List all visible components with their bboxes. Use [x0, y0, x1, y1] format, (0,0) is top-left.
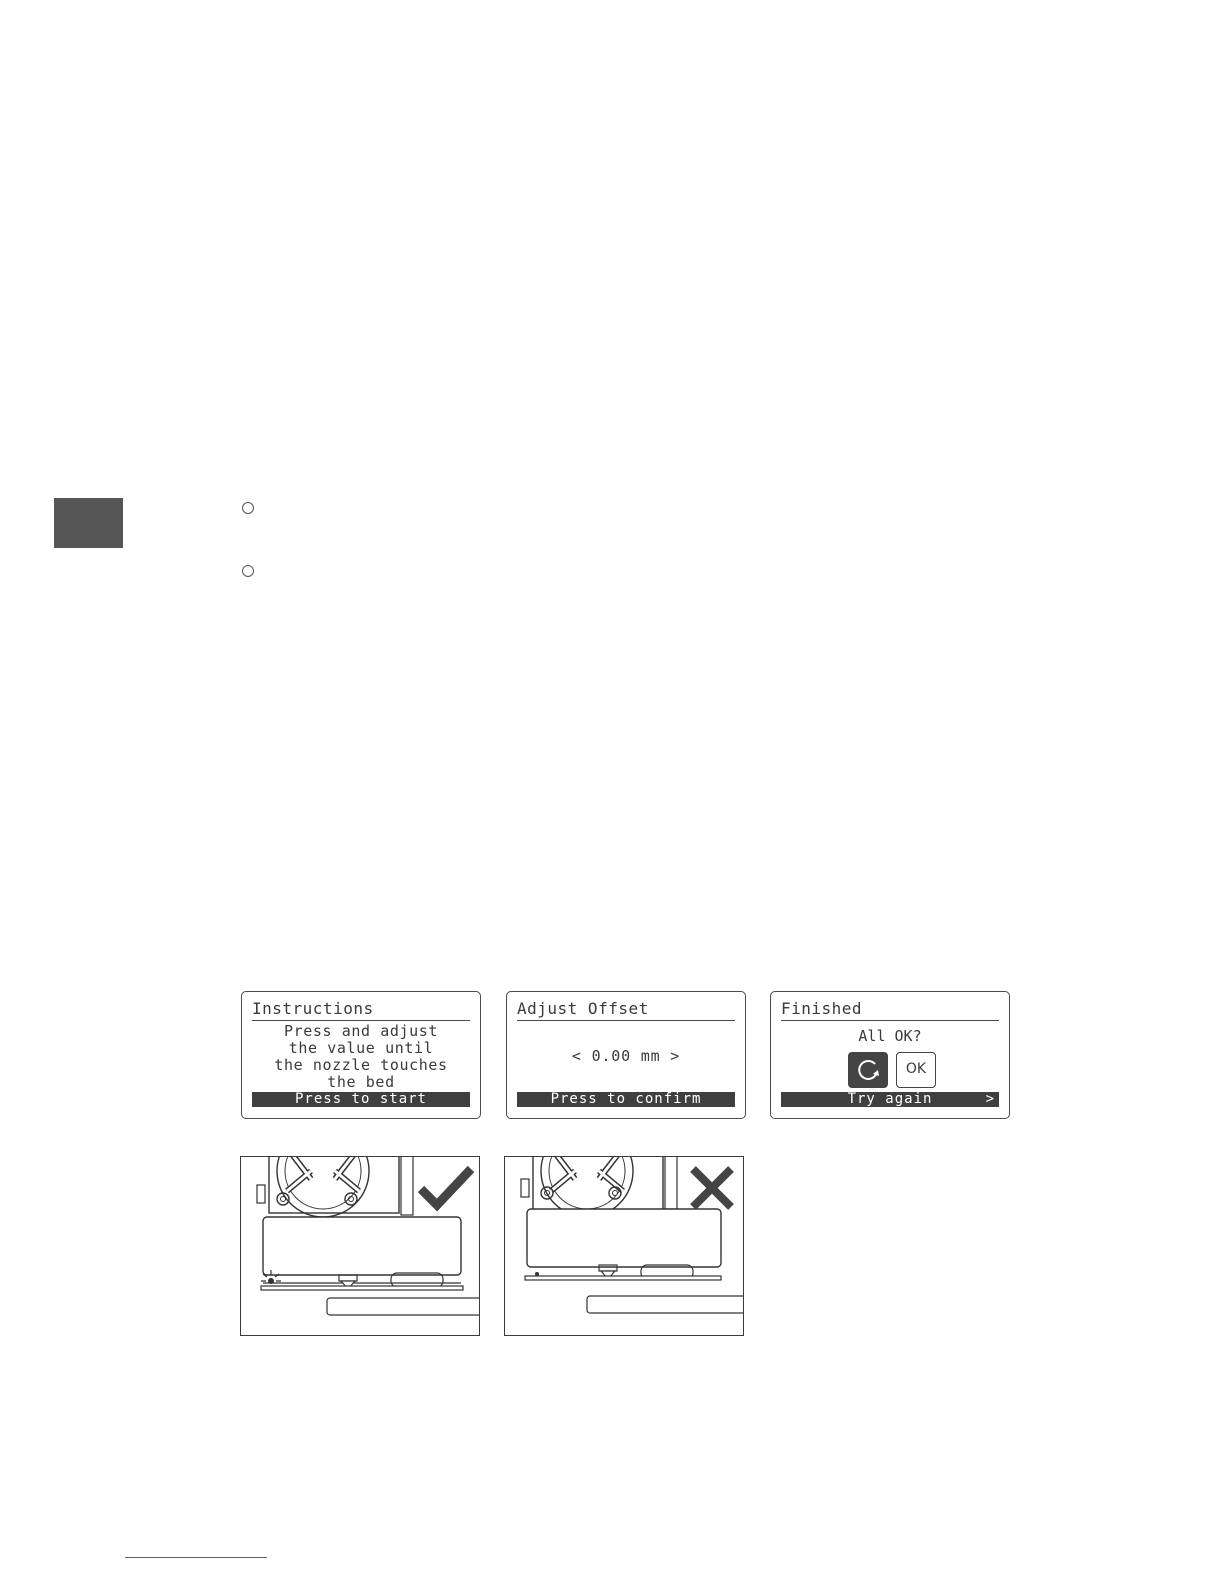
- nozzle-illustration-correct: [240, 1156, 480, 1336]
- try-again-label: Try again: [847, 1091, 933, 1107]
- ok-button[interactable]: OK: [896, 1052, 936, 1088]
- instruction-line: Press and adjust: [283, 1022, 439, 1040]
- instruction-line: the nozzle touches: [274, 1056, 448, 1074]
- screen-title: Finished: [781, 998, 999, 1021]
- printhead-drawing: [505, 1157, 744, 1336]
- check-icon: [421, 1169, 471, 1205]
- instruction-line: the bed: [327, 1073, 395, 1091]
- cross-icon: [693, 1169, 731, 1207]
- offset-value[interactable]: < 0.00 mm >: [571, 1047, 681, 1065]
- bullet-circle-1: [242, 502, 254, 514]
- printhead-drawing: [241, 1157, 480, 1336]
- side-tab: [54, 498, 123, 548]
- try-again-button[interactable]: [781, 1092, 999, 1107]
- nozzle-illustration-incorrect: [504, 1156, 744, 1336]
- press-to-confirm-button[interactable]: Press to confirm: [517, 1092, 735, 1107]
- footer-underline: [125, 1557, 267, 1558]
- instruction-line: the value until: [288, 1039, 434, 1057]
- chevron-right-icon: >: [985, 1091, 995, 1107]
- lcd-adjust-offset: [506, 991, 746, 1119]
- screen-title: Instructions: [252, 998, 470, 1021]
- lcd-finished: [770, 991, 1010, 1119]
- retry-button[interactable]: [848, 1052, 888, 1088]
- screen-title: Adjust Offset: [517, 998, 735, 1021]
- all-ok-question: All OK?: [858, 1027, 922, 1045]
- retry-icon: [848, 1052, 888, 1088]
- lcd-instructions: [241, 991, 481, 1119]
- instruction-text: [252, 1023, 470, 1091]
- bullet-circle-2: [242, 565, 254, 577]
- press-to-start-button[interactable]: Press to start: [252, 1092, 470, 1107]
